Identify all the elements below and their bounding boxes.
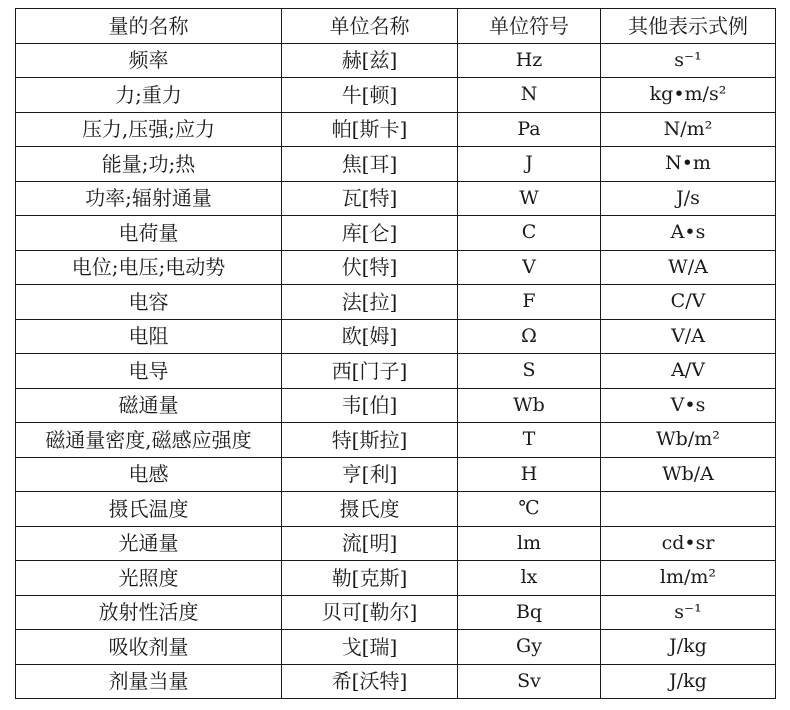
cell-unit-name: 亨[利]	[282, 457, 458, 492]
cell-unit-name: 伏[特]	[282, 250, 458, 285]
cell-unit-symbol: J	[458, 147, 601, 182]
cell-quantity-name: 电阻	[16, 319, 282, 354]
table-header	[16, 9, 776, 44]
cell-unit-symbol: Sv	[458, 664, 601, 699]
cell-unit-name: 韦[伯]	[282, 388, 458, 423]
cell-unit-name: 库[仑]	[282, 216, 458, 251]
cell-unit-symbol: C	[458, 216, 601, 251]
table-row	[16, 43, 776, 78]
table-row	[16, 664, 776, 699]
cell-other-expression: J/kg	[601, 664, 776, 699]
cell-other-expression	[601, 492, 776, 527]
table-row	[16, 181, 776, 216]
table-row	[16, 630, 776, 665]
cell-other-expression: C/V	[601, 285, 776, 320]
cell-unit-name: 流[明]	[282, 526, 458, 561]
cell-unit-symbol: Pa	[458, 112, 601, 147]
header-row	[16, 9, 776, 44]
header-unit-name: 单位名称	[282, 9, 458, 44]
cell-other-expression: Wb/m²	[601, 423, 776, 458]
cell-other-expression: N•m	[601, 147, 776, 182]
cell-quantity-name: 光照度	[16, 561, 282, 596]
cell-other-expression: kg•m/s²	[601, 78, 776, 113]
cell-other-expression: A/V	[601, 354, 776, 389]
cell-quantity-name: 吸收剂量	[16, 630, 282, 665]
cell-quantity-name: 力;重力	[16, 78, 282, 113]
table-row	[16, 423, 776, 458]
table-row	[16, 595, 776, 630]
cell-other-expression: J/s	[601, 181, 776, 216]
cell-unit-symbol: Gy	[458, 630, 601, 665]
cell-unit-name: 西[门子]	[282, 354, 458, 389]
cell-other-expression: cd•sr	[601, 526, 776, 561]
cell-unit-symbol: Bq	[458, 595, 601, 630]
table-row	[16, 561, 776, 596]
table-body	[16, 43, 776, 699]
cell-other-expression: V•s	[601, 388, 776, 423]
cell-unit-name: 焦[耳]	[282, 147, 458, 182]
cell-unit-name: 帕[斯卡]	[282, 112, 458, 147]
cell-unit-symbol: W	[458, 181, 601, 216]
table-row	[16, 78, 776, 113]
cell-unit-symbol: S	[458, 354, 601, 389]
cell-unit-symbol: T	[458, 423, 601, 458]
cell-quantity-name: 压力,压强;应力	[16, 112, 282, 147]
cell-quantity-name: 电位;电压;电动势	[16, 250, 282, 285]
cell-other-expression: V/A	[601, 319, 776, 354]
table-row	[16, 354, 776, 389]
cell-unit-name: 戈[瑞]	[282, 630, 458, 665]
cell-unit-name: 勒[克斯]	[282, 561, 458, 596]
table-row	[16, 112, 776, 147]
cell-other-expression: N/m²	[601, 112, 776, 147]
si-derived-units-table	[15, 8, 776, 699]
cell-unit-symbol: N	[458, 78, 601, 113]
cell-unit-name: 牛[顿]	[282, 78, 458, 113]
cell-quantity-name: 磁通量	[16, 388, 282, 423]
cell-quantity-name: 频率	[16, 43, 282, 78]
cell-unit-name: 瓦[特]	[282, 181, 458, 216]
cell-unit-symbol: H	[458, 457, 601, 492]
cell-other-expression: J/kg	[601, 630, 776, 665]
cell-unit-symbol: lx	[458, 561, 601, 596]
cell-other-expression: Wb/A	[601, 457, 776, 492]
cell-other-expression: s⁻¹	[601, 43, 776, 78]
cell-quantity-name: 能量;功;热	[16, 147, 282, 182]
table-row	[16, 319, 776, 354]
cell-quantity-name: 光通量	[16, 526, 282, 561]
cell-unit-name: 特[斯拉]	[282, 423, 458, 458]
table-row	[16, 492, 776, 527]
cell-quantity-name: 放射性活度	[16, 595, 282, 630]
cell-unit-symbol: Ω	[458, 319, 601, 354]
cell-quantity-name: 功率;辐射通量	[16, 181, 282, 216]
cell-unit-name: 摄氏度	[282, 492, 458, 527]
cell-unit-symbol: V	[458, 250, 601, 285]
cell-unit-name: 贝可[勒尔]	[282, 595, 458, 630]
cell-unit-symbol: lm	[458, 526, 601, 561]
table-row	[16, 285, 776, 320]
table-row	[16, 216, 776, 251]
table-row	[16, 388, 776, 423]
cell-quantity-name: 磁通量密度,磁感应强度	[16, 423, 282, 458]
cell-unit-name: 希[沃特]	[282, 664, 458, 699]
cell-quantity-name: 电荷量	[16, 216, 282, 251]
table-row	[16, 147, 776, 182]
cell-unit-name: 赫[兹]	[282, 43, 458, 78]
cell-quantity-name: 摄氏温度	[16, 492, 282, 527]
cell-unit-symbol: Wb	[458, 388, 601, 423]
cell-other-expression: s⁻¹	[601, 595, 776, 630]
header-other-expression: 其他表示式例	[601, 9, 776, 44]
cell-unit-symbol: Hz	[458, 43, 601, 78]
cell-unit-symbol: ℃	[458, 492, 601, 527]
header-unit-symbol: 单位符号	[458, 9, 601, 44]
header-quantity-name: 量的名称	[16, 9, 282, 44]
cell-unit-symbol: F	[458, 285, 601, 320]
cell-quantity-name: 电容	[16, 285, 282, 320]
cell-quantity-name: 电感	[16, 457, 282, 492]
cell-quantity-name: 剂量当量	[16, 664, 282, 699]
cell-unit-name: 法[拉]	[282, 285, 458, 320]
cell-quantity-name: 电导	[16, 354, 282, 389]
cell-unit-name: 欧[姆]	[282, 319, 458, 354]
cell-other-expression: lm/m²	[601, 561, 776, 596]
table-row	[16, 250, 776, 285]
table-row	[16, 526, 776, 561]
cell-other-expression: A•s	[601, 216, 776, 251]
cell-other-expression: W/A	[601, 250, 776, 285]
table-row	[16, 457, 776, 492]
